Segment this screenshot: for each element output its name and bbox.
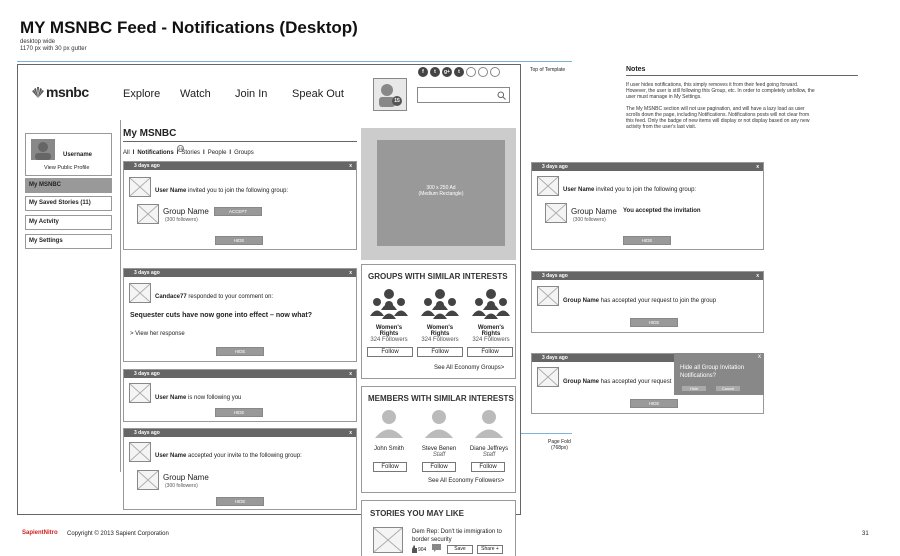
message: responded to your comment on: [186, 294, 274, 300]
user-thumbnail[interactable] [129, 283, 151, 303]
section-title: My MSNBC [123, 128, 177, 139]
thumbs-icon [411, 545, 417, 553]
accept-button[interactable]: ACCEPT [214, 207, 262, 216]
page-fold-label: Page Fold [548, 439, 571, 445]
message: has accepted your request [599, 379, 672, 385]
members-list [364, 408, 514, 458]
user-name[interactable]: User Name [563, 187, 595, 193]
group-item [366, 288, 412, 343]
group-name[interactable]: Group Name [563, 298, 600, 304]
follow-member-button[interactable]: Follow [422, 462, 456, 472]
group-followers: 324 Followers [472, 337, 510, 343]
close-icon[interactable]: x [756, 273, 759, 279]
follow-member-button[interactable]: Follow [373, 462, 407, 472]
story-thumbnail[interactable] [373, 527, 403, 553]
user-thumbnail[interactable] [129, 442, 151, 462]
notes-title: Notes [626, 66, 646, 73]
page-title: MY MSNBC Feed - Notifications (Desktop) [20, 18, 358, 37]
ad-size-label: 300 x 250 Ad [426, 185, 456, 191]
page-number: 31 [862, 531, 869, 537]
ad-slot[interactable] [377, 140, 505, 246]
peacock-icon [31, 86, 45, 98]
tab-stories[interactable]: Stories [181, 150, 201, 156]
message: is now following you [186, 395, 242, 401]
see-all-groups-link[interactable]: See All Economy Groups> [434, 365, 505, 371]
group-title[interactable]: Women's [426, 325, 454, 331]
group-name[interactable]: Group Name [163, 473, 209, 482]
hide-button[interactable]: HIDE [630, 318, 678, 327]
hide-button[interactable]: HIDE [215, 408, 263, 417]
tumblr-icon[interactable]: t [454, 67, 464, 77]
card-header [532, 163, 763, 171]
see-all-followers-link[interactable]: See All Economy Followers> [428, 478, 505, 484]
header-avatar[interactable] [373, 78, 407, 111]
member-avatar-icon [464, 408, 514, 438]
accepted-status: You accepted the invitation [623, 208, 701, 214]
close-icon[interactable]: x [349, 430, 352, 436]
page-subtitle-2: 1170 px with 30 px gutter [20, 46, 87, 52]
user-thumbnail[interactable] [537, 176, 559, 196]
view-response-link[interactable]: > View her response [130, 331, 185, 337]
group-followers: (300 followers) [165, 217, 198, 223]
group-followers: (300 followers) [573, 217, 606, 223]
nav-watch[interactable]: Watch [180, 88, 211, 100]
timestamp: 3 days ago [542, 273, 568, 279]
member-name[interactable]: Steve Benen [421, 446, 457, 452]
group-thumbnail[interactable] [545, 203, 567, 223]
groups-title: GROUPS WITH SIMILAR INTERESTS [368, 272, 508, 281]
group-name[interactable]: Group Name [163, 207, 209, 216]
tab-people[interactable]: People [207, 150, 227, 156]
comment-icon [432, 544, 441, 552]
msnbc-logo[interactable]: msnbc [46, 84, 89, 100]
search-icon [497, 91, 506, 100]
group-followers: 324 Followers [421, 337, 459, 343]
timestamp: 3 days ago [134, 270, 160, 276]
follow-member-button[interactable]: Follow [471, 462, 505, 472]
nav-join-in[interactable]: Join In [235, 88, 268, 100]
follow-group-button[interactable]: Follow [417, 347, 463, 357]
page-subtitle: desktop wide [20, 39, 56, 45]
group-title-2[interactable]: Rights [430, 331, 450, 337]
view-public-profile-link[interactable]: View Public Profile [44, 165, 90, 171]
follow-group-button[interactable]: Follow [367, 347, 413, 357]
group-followers: (300 followers) [165, 483, 198, 489]
social-icons [418, 67, 500, 77]
hide-button[interactable]: HIDE [623, 236, 671, 245]
group-item [468, 288, 514, 343]
card-header [532, 272, 763, 280]
notification-text [563, 379, 671, 385]
member-role: Staff [482, 452, 496, 458]
tab-bar [123, 150, 254, 156]
notes-divider [626, 75, 858, 76]
card-header [124, 370, 356, 378]
sidebar-item-activity[interactable]: My Actvity [25, 215, 112, 230]
notification-text [563, 298, 716, 304]
googleplus-icon[interactable]: g+ [442, 67, 452, 77]
group-thumbnail[interactable] [537, 367, 559, 387]
user-name[interactable]: User Name [155, 395, 187, 401]
timestamp: 3 days ago [134, 371, 160, 377]
story-headline[interactable]: Sequester cuts have now gone into effect – now what? [130, 312, 313, 319]
social-placeholder-icon[interactable] [490, 67, 500, 77]
user-name[interactable]: User Name [155, 188, 187, 194]
message: has accepted your request to join the group [599, 298, 717, 304]
message: invited you to join the following group: [186, 188, 289, 194]
ad-type-label: (Medium Rectangle) [418, 191, 464, 197]
group-people-icon [417, 288, 463, 320]
group-thumbnail[interactable] [537, 286, 559, 306]
card-header [124, 269, 356, 277]
notes-paragraph: If user hides notifications, this simply removes it from their feed going forward. However, the user is still following this Group, etc. In order to completely unfollow, the user must manage in My Settings. [626, 82, 815, 100]
social-placeholder-icon[interactable] [466, 67, 476, 77]
member-item [364, 408, 414, 458]
tab-sep: I [176, 150, 179, 156]
facebook-icon[interactable]: f [418, 67, 428, 77]
notification-text [563, 187, 696, 193]
tab-all[interactable]: All [123, 150, 130, 156]
group-name[interactable]: Group Name [571, 207, 617, 216]
members-title: MEMBERS WITH SIMILAR INTERESTS [368, 394, 514, 403]
group-people-icon [366, 288, 412, 320]
popup-hide-button[interactable]: Hide [681, 385, 707, 392]
group-title-2[interactable]: Rights [379, 331, 399, 337]
copyright: Copyright © 2013 Sapient Corporation [67, 531, 169, 537]
tab-notifications[interactable]: Notifications [137, 150, 174, 156]
social-placeholder-icon[interactable] [478, 67, 488, 77]
nav-explore[interactable]: Explore [123, 88, 161, 100]
story-headline[interactable]: Dem Rep: Don't tie immigration to border security [412, 529, 502, 543]
close-icon[interactable]: x [756, 164, 759, 170]
user-thumbnail[interactable] [129, 177, 151, 197]
close-icon[interactable]: x [349, 270, 352, 276]
top-of-template-label: Top of Template [530, 67, 566, 73]
tab-sep: I [229, 150, 232, 156]
profile-avatar[interactable] [31, 139, 55, 160]
timestamp: 3 days ago [134, 163, 160, 169]
group-title[interactable]: Women's [375, 325, 403, 331]
card-header [124, 429, 356, 437]
sidebar-item-settings[interactable]: My Settings [25, 234, 112, 249]
top-guide-line [17, 61, 572, 62]
hide-all-popup [674, 353, 764, 395]
search-input[interactable] [417, 87, 510, 103]
timestamp: 3 days ago [542, 164, 568, 170]
group-name[interactable]: Group Name [563, 379, 600, 385]
user-name[interactable]: Candace77 [155, 294, 187, 300]
message: accepted your invite to the following group: [186, 453, 302, 459]
nav-speak-out[interactable]: Speak Out [292, 88, 344, 100]
hide-button[interactable]: HIDE [216, 497, 264, 506]
popup-cancel-button[interactable]: Cancel [715, 385, 741, 392]
group-people-icon [468, 288, 514, 320]
sapient-logo: SapientNitro [22, 530, 58, 536]
tab-badge: 15 [178, 146, 183, 151]
notification-text [155, 395, 241, 401]
notes-paragraph: The My MSNBC section will not use pagination, and will have a lazy load as user scrolls down the page, including Notifications. Notifications posts will not clear from this feed. Only the badge of new items will display or not display based on any new activity from the user's last visit. [626, 106, 810, 130]
sidebar-item-saved-stories[interactable]: My Saved Stories (11) [25, 196, 112, 211]
page-fold-sub: (768px) [551, 445, 568, 451]
story-count: 904 [418, 547, 427, 553]
timestamp: 3 days ago [542, 355, 568, 361]
member-item [464, 408, 514, 458]
group-title-2[interactable]: Rights [481, 331, 501, 337]
group-thumbnail[interactable] [137, 204, 159, 224]
column-divider [120, 120, 121, 472]
tab-sep: I [203, 150, 205, 156]
user-thumbnail[interactable] [129, 383, 151, 403]
notification-text [155, 188, 288, 194]
profile-username: Username [63, 152, 93, 158]
groups-list [366, 288, 514, 343]
notification-text [155, 294, 273, 300]
close-icon[interactable]: x [349, 163, 352, 169]
sidebar-item-my-msnbc[interactable]: My MSNBC [25, 178, 112, 193]
stories-title: STORIES YOU MAY LIKE [370, 509, 464, 518]
popup-question: Hide all Group Invitation Notifications? [680, 365, 745, 379]
member-avatar-icon [364, 408, 414, 438]
hide-button[interactable]: HIDE [630, 399, 678, 408]
save-story-button[interactable]: Save [447, 545, 473, 554]
group-item [417, 288, 463, 343]
hide-button[interactable]: HIDE [215, 236, 263, 245]
notification-text [155, 453, 302, 459]
user-name[interactable]: User Name [155, 453, 187, 459]
member-name[interactable]: John Smith [373, 446, 404, 452]
timestamp: 3 days ago [134, 430, 160, 436]
group-thumbnail[interactable] [137, 470, 159, 490]
tab-sep: I [132, 150, 135, 156]
follow-group-button[interactable]: Follow [467, 347, 513, 357]
close-icon[interactable]: x [349, 371, 352, 377]
member-avatar-icon [414, 408, 464, 438]
card-header [124, 162, 356, 170]
message: invited you to join the following group: [594, 187, 697, 193]
group-title[interactable]: Women's [477, 325, 505, 331]
hide-button[interactable]: HIDE [216, 347, 264, 356]
member-role: Staff [432, 452, 446, 458]
tab-groups[interactable]: Groups [234, 150, 254, 156]
share-story-button[interactable]: Share + [477, 545, 503, 554]
notification-count-badge: 15 [392, 96, 402, 106]
group-followers: 324 Followers [370, 337, 408, 343]
close-icon[interactable]: x [758, 354, 761, 360]
twitter-icon[interactable]: t [430, 67, 440, 77]
member-name[interactable]: Diane Jeffreys [469, 446, 509, 452]
member-item [414, 408, 464, 458]
divider [123, 141, 357, 142]
